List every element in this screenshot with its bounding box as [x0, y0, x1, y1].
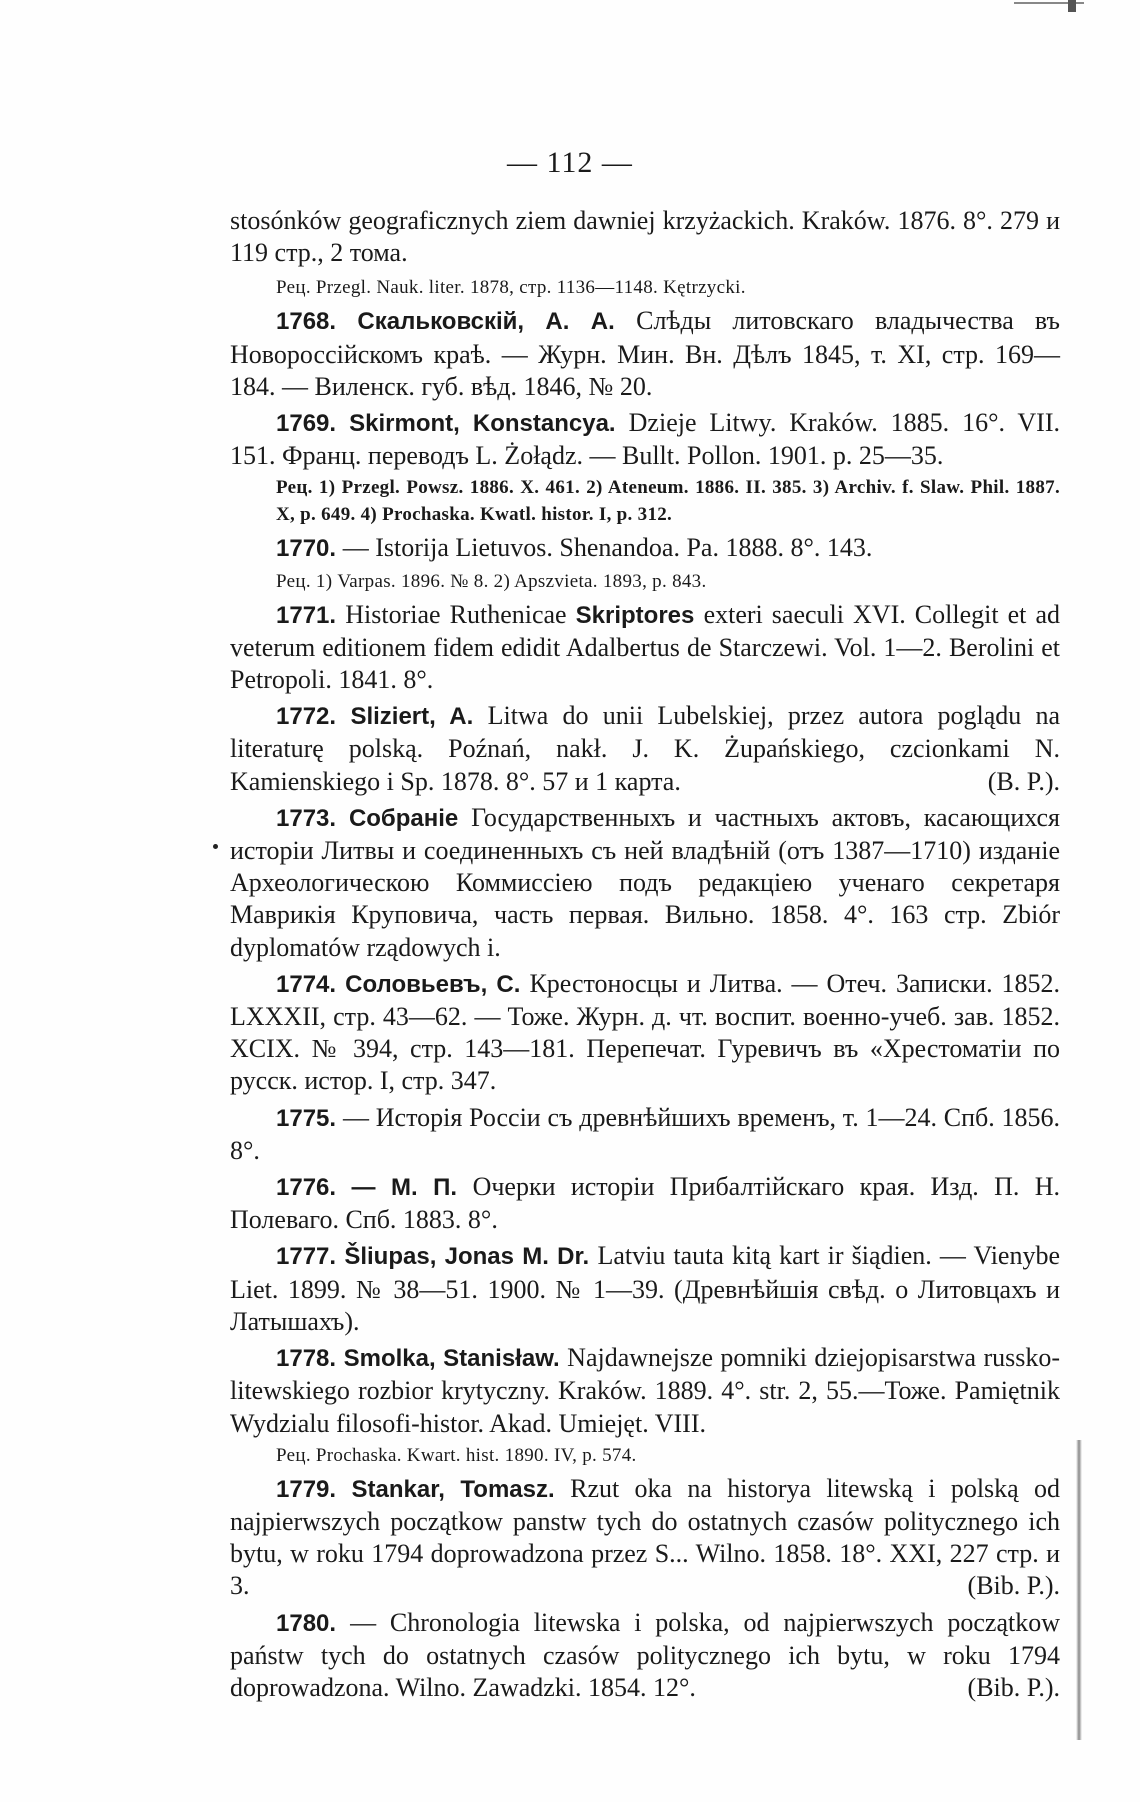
entry-text: — Chronologia litewska i polska, od najpierwszych początkow państw tych do ostatnych czasów politycznego ich bytu, w roku 1794 doprowadzona. Wilno. Zawadzki. 1854. 12°. [230, 1607, 1060, 1702]
entry-review: Рец. Prochaska. Kwart. hist. 1890. IV, p. 574. [276, 1444, 637, 1466]
entry-text: Latviu tauta kitą kart ir šiądien. — Vienybe Liet. 1899. № 38—51. 1900. № 1—39. (Древнѣйшія свѣд. о Литовцахъ и Латышахъ). [230, 1241, 1060, 1336]
entry-author: Sliziert, A. [350, 703, 488, 731]
entry-author: — М. П. [351, 1174, 473, 1202]
entry-number: 1777. [276, 1243, 345, 1271]
entry-text: — Istorija Lietuvos. Shenandoa. Pa. 1888. 8°. 143. [342, 533, 873, 563]
entry-number: 1770. [276, 535, 343, 563]
margin-dot [213, 844, 218, 849]
entry-text: Najdawnejsze pomniki dziejopisarstwa russko-litewskiego rozbior krytyczny. Kraków. 1889. 4°. str. 2, 55.—Тоже. Pamiętnik Wydzialu filosofi-histor. Akad. Umiejęt. VIII. [230, 1343, 1061, 1438]
entry-text: Слѣды литовскаго владычества въ Новороссійскомъ краѣ. — Журн. Мин. Вн. Дѣлъ 1845, т. XI, стр. 169—184. — Виленск. губ. вѣд. 1846, № 20. [230, 306, 1061, 401]
entry-author: Skirmont, Konstancya. [349, 410, 629, 438]
entry-author: Šliupas, Jonas M. Dr. [344, 1243, 598, 1271]
entry-body [230, 1607, 1060, 1705]
entry-number: 1769. [276, 410, 350, 438]
entry-number: 1772. [276, 703, 351, 731]
entry-body [230, 407, 1060, 472]
bib-entry [230, 700, 1060, 798]
entry-text: Rzut oka na historya litewską i polską od najpierwszych początkow panstw tych do ostatnych czasów politycznego ich bytu, w roku 1794 doprowadzona przez S... Wilno. 1858. 18°. XXI, 227 стр. и 3. [230, 1473, 1061, 1601]
entry-body [230, 1473, 1060, 1603]
continuation-text: stosónków geograficznych ziem dawniej krzyżackich. Kraków. 1876. 8°. 279 и 119 стр., 2 тома. [230, 206, 1060, 268]
page-edge-shadow [1076, 1440, 1082, 1740]
entry-number: 1771. [276, 601, 346, 629]
entry-text: Dzieje Litwy. Kraków. 1885. 16°. VII. 151. Франц. переводъ L. Żołądz. — Bullt. Pollon. 1901. p. 25—35. [230, 408, 1060, 471]
entry-review: Рец. 1) Varpas. 1896. № 8. 2) Apszvieta. 1893, p. 843. [276, 570, 707, 592]
entry-author-inline: Skriptores [575, 601, 704, 629]
bib-entry [230, 1240, 1060, 1338]
entry-author: Smolka, Stanisław. [343, 1345, 568, 1373]
entry-body [230, 1342, 1060, 1440]
entry-text: Очерки исторіи Прибалтійскаго края. Изд. П. Н. Полеваго. Спб. 1883. 8°. [230, 1172, 1060, 1235]
entry-list [230, 305, 1060, 1704]
bib-entry [230, 1607, 1060, 1705]
entry-author: Собраніе [348, 804, 472, 832]
entry-source: (Bib. P.). [967, 1571, 1060, 1601]
bib-entry [230, 1102, 1060, 1167]
entry-body [230, 599, 1060, 697]
entry-author: Соловьевъ, С. [345, 970, 530, 998]
entry-text: Litwa do unii Lubelskiej, przez autora poglądu na literaturę polską. Poźnań, nakł. J. K. Żupańskiego, czcionkami N. Kamienskiego i Sp. 1878. 8°. 57 и 1 карта. [230, 701, 1060, 796]
entry-body [230, 1171, 1060, 1236]
bib-entry [230, 532, 1060, 594]
entry-number: 1778. [276, 1345, 344, 1373]
entry-author: Stankar, Tomasz. [351, 1475, 571, 1503]
entry-number: 1776. [276, 1174, 352, 1202]
entry-number: 1768. [276, 308, 358, 336]
entry-text: exteri saeculi XVI. Collegit et ad veterum editionem fidem edidit Adalbertus de Starczewi. Vol. 1—2. Berolini et Petropoli. 1841. 8°. [230, 599, 1060, 695]
entry-author: Скальковскій, А. А. [357, 308, 637, 336]
scan-dot [1068, 0, 1076, 12]
entry-body [230, 968, 1060, 1098]
entry-number: 1779. [276, 1475, 352, 1503]
entry-review: Рец. 1) Przegl. Powsz. 1886. X. 461. 2) Ateneum. 1886. II. 385. 3) Archiv. f. Slaw. Phil. 1887. X, p. 649. 4) Prochaska. Kwatl. histor. I, p. 312. [276, 477, 1060, 526]
bib-entry [230, 1342, 1060, 1469]
bib-entry [230, 1171, 1060, 1236]
entry-source: (B. P.). [987, 766, 1060, 796]
page-number: — 112 — [507, 146, 633, 179]
entry-body [230, 802, 1060, 964]
bib-entry [230, 1473, 1060, 1603]
continuation-review: Рец. Przegl. Nauk. liter. 1878, стр. 1136—1148. Kętrzycki. [276, 277, 746, 299]
entry-body [230, 700, 1060, 798]
entry-number: 1775. [276, 1104, 343, 1132]
entry-body [230, 305, 1060, 403]
entry-text: — Исторія Россіи съ древнѣйшихъ временъ, т. 1—24. Спб. 1856. 8°. [230, 1102, 1060, 1165]
bib-entry [230, 802, 1060, 964]
entry-text: Крестоносцы и Литва. — Отеч. Записки. 1852. LXXXII, стр. 43—62. — Тоже. Журн. д. чт. воспит. военно-учеб. зав. 1852. XCIX. № 394, стр. 143—181. Перепечат. Гуревичъ въ «Хрестоматіи по русск. истор. I, стр. 347. [230, 968, 1060, 1096]
bib-entry [230, 305, 1060, 403]
entry-number: 1774. [276, 970, 346, 998]
entry-source: (Bib. P.). [967, 1672, 1060, 1702]
bibliography-text [230, 205, 1060, 1708]
entry-title-prefix: Historiae Ruthenicae [345, 599, 576, 629]
entry-number: 1780. [276, 1609, 351, 1637]
entry-body [230, 1240, 1060, 1338]
bib-entry [230, 968, 1060, 1098]
bib-entry [230, 599, 1060, 697]
entry-text: Государственныхъ и частныхъ актовъ, касающихся исторіи Литвы и соединенныхъ съ ней владѣній (отъ 1387—1710) изданіе Археологическою Коммиссіею подъ редакціею ученаго секретаря Маврикія Круповича, часть первая. Вильно. 1858. 4°. 163 стр. Zbiór dyplomatów rządowych i. [230, 802, 1060, 962]
entry-body [230, 1102, 1060, 1167]
entry-number: 1773. [276, 804, 349, 832]
bib-entry [230, 407, 1060, 528]
entry-body [230, 532, 1060, 565]
